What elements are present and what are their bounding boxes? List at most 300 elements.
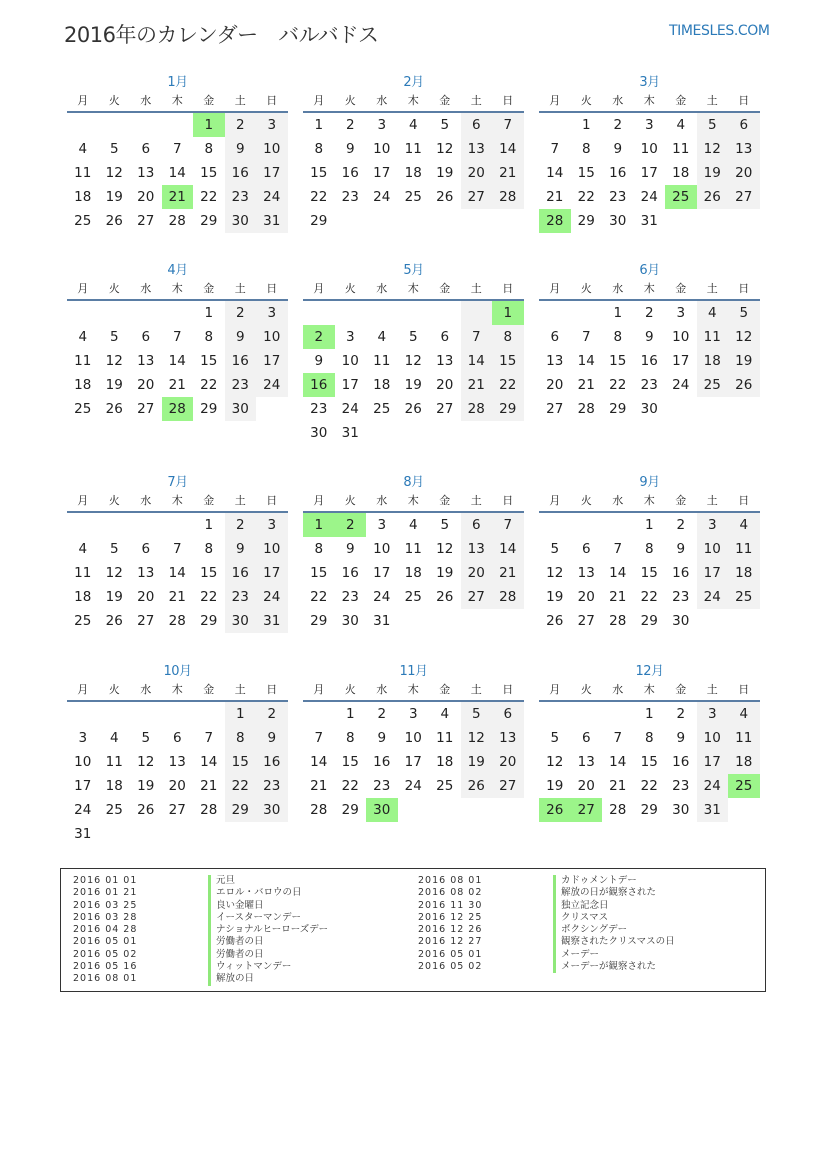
- day-cell: 15: [310, 165, 328, 181]
- day-cell: 16: [672, 565, 690, 581]
- day-cell: 6: [492, 702, 524, 726]
- weekday-header: [67, 92, 288, 110]
- day-cell: 3: [676, 305, 686, 321]
- day-cell: 23: [672, 778, 690, 794]
- month-name: 3月: [639, 75, 660, 90]
- weekday-label: 火: [344, 94, 356, 107]
- day-cell: 29: [609, 401, 627, 417]
- day-cell: 28: [492, 185, 524, 209]
- weekday-label: 木: [407, 94, 419, 107]
- day-cell: 22: [200, 189, 218, 205]
- holiday-date: 2016 05 16: [73, 961, 138, 973]
- month-calendar: [303, 74, 524, 233]
- day-cell: 17: [256, 161, 288, 185]
- holiday-date: 2016 11 30: [418, 899, 483, 911]
- holiday-name: クリスマス: [553, 912, 608, 924]
- day-cell: 24: [640, 189, 658, 205]
- weekday-label: 月: [77, 94, 89, 107]
- day-cell: 13: [436, 353, 454, 369]
- day-cell: 26: [105, 613, 123, 629]
- holiday-row: [418, 887, 758, 899]
- weekday-label: 木: [643, 282, 655, 295]
- empty-day-cell: [162, 113, 194, 137]
- holiday-date: 2016 05 01: [418, 948, 483, 960]
- weekday-header: [539, 681, 760, 699]
- day-cell: 31: [640, 213, 658, 229]
- empty-day-cell: [303, 702, 335, 726]
- weekday-header: [303, 681, 524, 699]
- day-cell: 7: [172, 141, 182, 157]
- day-cell: 5: [550, 730, 560, 746]
- day-cell: 31: [341, 425, 359, 441]
- day-cell: 23: [225, 585, 257, 609]
- day-cell: 4: [377, 329, 387, 345]
- weekday-label: 土: [234, 494, 246, 507]
- day-cell: 8: [204, 329, 214, 345]
- holiday-name: 良い金曜日: [208, 900, 264, 912]
- month-calendar: [67, 474, 288, 633]
- day-cell: 18: [672, 165, 690, 181]
- day-cell: 17: [404, 754, 422, 770]
- day-cell: 6: [141, 329, 151, 345]
- day-cell: 21: [310, 778, 328, 794]
- weekday-label: 金: [203, 94, 215, 107]
- day-cell: 25: [373, 401, 391, 417]
- day-cell: 9: [225, 137, 257, 161]
- day-cell: 18: [105, 778, 123, 794]
- weekday-label: 木: [171, 494, 183, 507]
- day-cell: 6: [461, 513, 493, 537]
- weekday-label: 金: [439, 683, 451, 696]
- day-cell: 24: [373, 589, 391, 605]
- day-cell: 9: [613, 141, 623, 157]
- holiday-name: カドゥメントデー: [553, 875, 637, 887]
- day-cell: 14: [310, 754, 328, 770]
- day-cell: 13: [137, 353, 155, 369]
- empty-day-cell: [539, 113, 571, 137]
- month-name: 12月: [635, 664, 664, 679]
- day-cell: 29: [341, 802, 359, 818]
- weekday-label: 木: [171, 94, 183, 107]
- day-cell: 14: [546, 165, 564, 181]
- empty-day-cell: [193, 702, 225, 726]
- holiday-row: [73, 900, 403, 912]
- day-cell: 16: [341, 165, 359, 181]
- day-cell: 10: [373, 541, 391, 557]
- holiday-day-cell: 21: [162, 185, 194, 209]
- weekday-header: [539, 492, 760, 510]
- day-cell: 29: [310, 613, 328, 629]
- day-cell: 4: [78, 141, 88, 157]
- day-cell: 23: [225, 185, 257, 209]
- day-cell: 13: [137, 565, 155, 581]
- day-cell: 11: [74, 565, 92, 581]
- empty-day-cell: [67, 702, 99, 726]
- day-cell: 29: [200, 401, 218, 417]
- weekday-label: 金: [439, 494, 451, 507]
- day-cell: 17: [373, 565, 391, 581]
- weekday-label: 火: [344, 282, 356, 295]
- day-cell: 24: [672, 377, 690, 393]
- holiday-date: 2016 01 01: [73, 875, 138, 886]
- empty-day-cell: [398, 301, 430, 325]
- day-cell: 24: [373, 189, 391, 205]
- day-cell: 13: [577, 754, 595, 770]
- day-cell: 18: [697, 349, 729, 373]
- day-cell: 20: [137, 377, 155, 393]
- day-cell: 15: [609, 353, 627, 369]
- day-cell: 8: [345, 730, 355, 746]
- weekday-header: [303, 92, 524, 110]
- month-name: 6月: [639, 263, 660, 278]
- day-grid: [67, 513, 288, 633]
- weekday-label: 水: [140, 94, 152, 107]
- day-cell: 3: [78, 730, 88, 746]
- day-cell: 21: [609, 589, 627, 605]
- day-cell: 1: [204, 305, 214, 321]
- day-cell: 17: [697, 561, 729, 585]
- holiday-date: 2016 08 01: [418, 875, 483, 886]
- weekday-label: 日: [738, 94, 750, 107]
- weekday-label: 日: [502, 94, 514, 107]
- day-cell: 22: [577, 189, 595, 205]
- empty-day-cell: [67, 513, 99, 537]
- holiday-date: 2016 12 26: [418, 924, 483, 936]
- day-cell: 27: [137, 213, 155, 229]
- weekday-label: 木: [407, 282, 419, 295]
- day-cell: 19: [546, 778, 564, 794]
- weekday-label: 火: [580, 94, 592, 107]
- day-cell: 16: [672, 754, 690, 770]
- day-cell: 12: [697, 137, 729, 161]
- day-grid: [303, 301, 524, 445]
- holiday-date: 2016 04 28: [73, 924, 138, 936]
- day-cell: 29: [577, 213, 595, 229]
- day-cell: 26: [105, 401, 123, 417]
- weekday-label: 水: [140, 282, 152, 295]
- day-cell: 11: [672, 141, 690, 157]
- day-cell: 6: [581, 730, 591, 746]
- day-cell: 2: [345, 117, 355, 133]
- day-cell: 19: [436, 165, 454, 181]
- month-name: 10月: [163, 664, 192, 679]
- empty-day-cell: [162, 301, 194, 325]
- day-cell: 5: [408, 329, 418, 345]
- month-calendar: [303, 262, 524, 445]
- day-cell: 29: [492, 397, 524, 421]
- day-cell: 4: [408, 517, 418, 533]
- holiday-row: [418, 949, 758, 961]
- day-cell: 8: [225, 726, 257, 750]
- day-cell: 19: [697, 161, 729, 185]
- day-cell: 11: [728, 726, 760, 750]
- day-cell: 13: [461, 137, 493, 161]
- day-cell: 23: [341, 589, 359, 605]
- holiday-row: [73, 936, 403, 948]
- weekday-label: 水: [612, 282, 624, 295]
- day-cell: 13: [168, 754, 186, 770]
- day-cell: 11: [697, 325, 729, 349]
- day-cell: 25: [697, 373, 729, 397]
- day-cell: 3: [256, 513, 288, 537]
- weekday-label: 月: [549, 282, 561, 295]
- day-cell: 28: [609, 802, 627, 818]
- site-logo[interactable]: TIMESLES.COM: [669, 23, 770, 39]
- day-cell: 9: [225, 325, 257, 349]
- day-cell: 10: [672, 329, 690, 345]
- holiday-name: メーデーが観察された: [553, 961, 656, 973]
- day-cell: 11: [404, 141, 422, 157]
- day-cell: 15: [200, 165, 218, 181]
- day-cell: 2: [256, 702, 288, 726]
- day-grid: [539, 702, 760, 822]
- empty-day-cell: [602, 513, 634, 537]
- day-cell: 14: [492, 537, 524, 561]
- day-cell: 14: [577, 353, 595, 369]
- weekday-label: 月: [77, 494, 89, 507]
- month-name: 2月: [403, 75, 424, 90]
- empty-day-cell: [539, 301, 571, 325]
- day-cell: 22: [341, 778, 359, 794]
- holiday-row: [418, 961, 758, 973]
- day-cell: 15: [640, 754, 658, 770]
- day-cell: 1: [204, 517, 214, 533]
- month-name: 5月: [403, 263, 424, 278]
- empty-day-cell: [602, 702, 634, 726]
- weekday-header: [67, 492, 288, 510]
- day-cell: 20: [461, 161, 493, 185]
- day-cell: 28: [461, 397, 493, 421]
- day-cell: 28: [492, 585, 524, 609]
- holiday-day-cell: 16: [303, 373, 335, 397]
- day-cell: 18: [728, 750, 760, 774]
- day-cell: 7: [314, 730, 324, 746]
- day-cell: 27: [492, 774, 524, 798]
- day-cell: 19: [105, 589, 123, 605]
- day-cell: 18: [74, 189, 92, 205]
- day-cell: 30: [672, 802, 690, 818]
- weekday-label: 火: [108, 494, 120, 507]
- weekday-label: 土: [706, 94, 718, 107]
- day-cell: 24: [256, 373, 288, 397]
- day-cell: 24: [256, 185, 288, 209]
- month-calendar: [303, 474, 524, 633]
- day-cell: 20: [728, 161, 760, 185]
- day-cell: 9: [345, 141, 355, 157]
- weekday-label: 土: [470, 282, 482, 295]
- day-cell: 23: [341, 189, 359, 205]
- day-cell: 13: [546, 353, 564, 369]
- holiday-date: 2016 03 25: [73, 899, 138, 911]
- day-cell: 20: [492, 750, 524, 774]
- day-cell: 19: [546, 589, 564, 605]
- weekday-label: 水: [612, 494, 624, 507]
- weekday-label: 月: [313, 282, 325, 295]
- holiday-day-cell: 25: [665, 185, 697, 209]
- day-cell: 29: [200, 613, 218, 629]
- day-cell: 3: [377, 117, 387, 133]
- day-cell: 11: [436, 730, 454, 746]
- day-cell: 19: [105, 189, 123, 205]
- weekday-label: 金: [439, 282, 451, 295]
- empty-day-cell: [130, 513, 162, 537]
- holiday-day-cell: 1: [492, 301, 524, 325]
- day-cell: 14: [492, 137, 524, 161]
- day-cell: 7: [581, 329, 591, 345]
- day-cell: 24: [256, 585, 288, 609]
- day-cell: 30: [256, 798, 288, 822]
- day-cell: 11: [74, 165, 92, 181]
- empty-day-cell: [99, 513, 131, 537]
- month-calendar: [539, 663, 760, 822]
- weekday-label: 金: [203, 282, 215, 295]
- empty-day-cell: [99, 301, 131, 325]
- weekday-label: 土: [470, 94, 482, 107]
- month-calendar: [539, 474, 760, 633]
- weekday-label: 土: [470, 683, 482, 696]
- weekday-label: 金: [203, 494, 215, 507]
- day-cell: 27: [168, 802, 186, 818]
- day-cell: 22: [492, 373, 524, 397]
- day-cell: 25: [728, 585, 760, 609]
- day-cell: 3: [345, 329, 355, 345]
- day-cell: 1: [644, 517, 654, 533]
- day-cell: 7: [461, 325, 493, 349]
- weekday-label: 日: [738, 683, 750, 696]
- day-cell: 26: [404, 401, 422, 417]
- holiday-day-cell: 1: [303, 513, 335, 537]
- day-cell: 29: [225, 798, 257, 822]
- day-cell: 6: [141, 141, 151, 157]
- day-grid: [303, 113, 524, 233]
- day-cell: 4: [697, 301, 729, 325]
- holiday-date: 2016 12 25: [418, 911, 483, 923]
- holiday-day-cell: 25: [728, 774, 760, 798]
- day-grid: [67, 113, 288, 233]
- weekday-header: [539, 280, 760, 298]
- holiday-name: エロル・バロウの日: [208, 887, 302, 899]
- holiday-name: 独立記念日: [553, 900, 609, 912]
- day-grid: [67, 702, 288, 846]
- day-cell: 2: [225, 113, 257, 137]
- day-cell: 19: [105, 377, 123, 393]
- day-cell: 13: [728, 137, 760, 161]
- weekday-label: 火: [108, 282, 120, 295]
- day-cell: 12: [137, 754, 155, 770]
- weekday-label: 月: [313, 683, 325, 696]
- day-cell: 8: [581, 141, 591, 157]
- holiday-name: 観察されたクリスマスの日: [553, 936, 675, 948]
- day-cell: 2: [225, 301, 257, 325]
- holiday-name: イースターマンデー: [208, 912, 301, 924]
- day-cell: 24: [697, 774, 729, 798]
- holiday-day-cell: 28: [162, 397, 194, 421]
- page-title: 2016年のカレンダー バルバドス: [64, 23, 379, 47]
- day-cell: 10: [373, 141, 391, 157]
- day-cell: 21: [609, 778, 627, 794]
- weekday-label: 金: [203, 683, 215, 696]
- weekday-label: 月: [549, 494, 561, 507]
- weekday-label: 木: [171, 683, 183, 696]
- day-cell: 2: [225, 513, 257, 537]
- holiday-row: [418, 936, 758, 948]
- empty-day-cell: [429, 301, 461, 325]
- holiday-date: 2016 08 01: [73, 973, 138, 985]
- holiday-name: 解放の日が観察された: [553, 887, 656, 899]
- day-cell: 5: [728, 301, 760, 325]
- day-cell: 14: [609, 565, 627, 581]
- day-cell: 16: [341, 565, 359, 581]
- day-cell: 20: [137, 189, 155, 205]
- day-cell: 10: [697, 726, 729, 750]
- day-cell: 3: [644, 117, 654, 133]
- day-cell: 10: [341, 353, 359, 369]
- holiday-row: [73, 912, 403, 924]
- day-cell: 1: [225, 702, 257, 726]
- day-cell: 4: [676, 117, 686, 133]
- day-cell: 14: [168, 353, 186, 369]
- weekday-label: 木: [407, 683, 419, 696]
- day-cell: 3: [377, 517, 387, 533]
- weekday-label: 日: [502, 494, 514, 507]
- empty-day-cell: [130, 702, 162, 726]
- day-cell: 4: [728, 513, 760, 537]
- weekday-label: 月: [77, 683, 89, 696]
- day-cell: 26: [137, 802, 155, 818]
- day-cell: 15: [310, 565, 328, 581]
- day-cell: 12: [436, 541, 454, 557]
- day-cell: 4: [109, 730, 119, 746]
- weekday-header: [539, 92, 760, 110]
- day-cell: 14: [200, 754, 218, 770]
- day-cell: 30: [341, 613, 359, 629]
- day-cell: 9: [676, 541, 686, 557]
- weekday-label: 水: [140, 494, 152, 507]
- month-calendar: [539, 262, 760, 421]
- weekday-header: [67, 681, 288, 699]
- day-cell: 29: [200, 213, 218, 229]
- holiday-name: 労働者の日: [208, 949, 264, 961]
- day-cell: 30: [310, 425, 328, 441]
- empty-day-cell: [67, 113, 99, 137]
- day-grid: [303, 513, 524, 633]
- day-cell: 16: [256, 750, 288, 774]
- holiday-day-cell: 2: [303, 325, 335, 349]
- day-cell: 18: [728, 561, 760, 585]
- day-cell: 4: [440, 706, 450, 722]
- day-cell: 14: [168, 565, 186, 581]
- month-name: 11月: [399, 664, 428, 679]
- day-cell: 22: [200, 589, 218, 605]
- holiday-row: [73, 887, 403, 899]
- day-cell: 17: [256, 561, 288, 585]
- holiday-day-cell: 2: [335, 513, 367, 537]
- day-cell: 9: [377, 730, 387, 746]
- day-cell: 31: [74, 826, 92, 842]
- day-cell: 23: [640, 377, 658, 393]
- holiday-date: 2016 05 01: [73, 936, 138, 948]
- day-cell: 5: [141, 730, 151, 746]
- weekday-label: 木: [643, 683, 655, 696]
- day-cell: 29: [310, 213, 328, 229]
- day-cell: 4: [408, 117, 418, 133]
- day-cell: 6: [728, 113, 760, 137]
- month-name: 7月: [167, 475, 188, 490]
- holiday-day-cell: 27: [571, 798, 603, 822]
- day-cell: 10: [256, 537, 288, 561]
- day-cell: 10: [697, 537, 729, 561]
- weekday-label: 月: [313, 94, 325, 107]
